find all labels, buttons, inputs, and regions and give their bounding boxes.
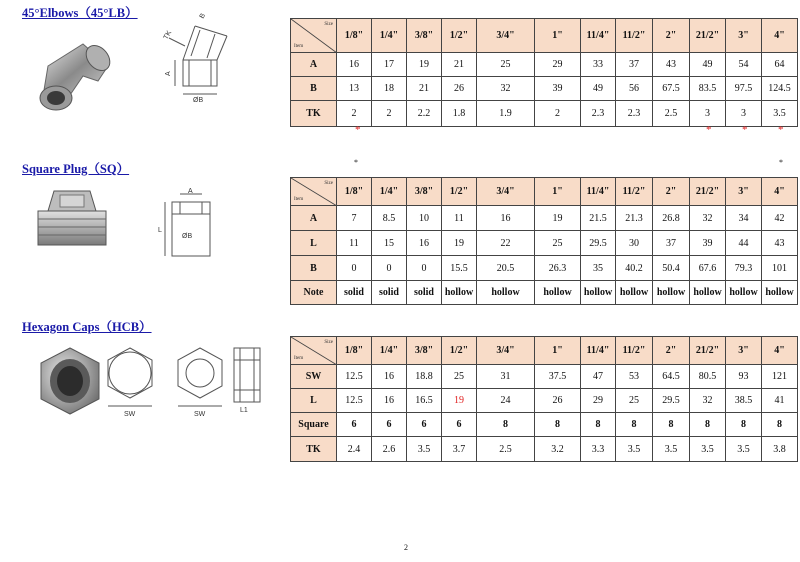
value-cell: 16 bbox=[372, 365, 407, 389]
size-header-cell: 3" bbox=[726, 178, 762, 206]
row-label-cell: L bbox=[291, 231, 337, 256]
value-cell: 44 bbox=[726, 231, 762, 256]
page-number: 2 bbox=[404, 543, 408, 552]
value-cell: 21 bbox=[407, 77, 442, 101]
value-cell: 3.5 bbox=[726, 437, 762, 462]
drawing-label-sw: SW bbox=[124, 411, 136, 418]
value-cell: 32 bbox=[690, 389, 726, 413]
cap-spec-table bbox=[290, 336, 798, 462]
size-header-cell: 1/2" bbox=[442, 178, 477, 206]
size-item-corner bbox=[291, 19, 337, 53]
value-cell: 8 bbox=[726, 413, 762, 437]
value-cell: 67.6 bbox=[690, 256, 726, 281]
value-cell: 25 bbox=[535, 231, 581, 256]
value-cell: 11 bbox=[337, 231, 372, 256]
value-cell: 37 bbox=[653, 231, 690, 256]
value-cell: 121 bbox=[762, 365, 798, 389]
table-row bbox=[291, 281, 798, 305]
red-star-marker: * bbox=[778, 124, 784, 136]
value-cell: 16 bbox=[337, 53, 372, 77]
value-cell: 10 bbox=[407, 206, 442, 231]
plug-photo bbox=[30, 183, 115, 255]
value-cell: 21.5 bbox=[581, 206, 616, 231]
value-cell: solid bbox=[337, 281, 372, 305]
row-label-cell: A bbox=[291, 206, 337, 231]
value-cell: 6 bbox=[442, 413, 477, 437]
value-cell: 29.5 bbox=[653, 389, 690, 413]
value-cell: 97.5 bbox=[726, 77, 762, 101]
value-cell: 41 bbox=[762, 389, 798, 413]
value-cell: 2.4 bbox=[337, 437, 372, 462]
value-cell: 8 bbox=[581, 413, 616, 437]
section-title-cap: Hexagon Caps（HCB） bbox=[22, 320, 152, 334]
value-cell: 64.5 bbox=[653, 365, 690, 389]
drawing-label-phi-b: ØB bbox=[182, 233, 193, 240]
value-cell: 38.5 bbox=[726, 389, 762, 413]
value-cell: 16 bbox=[407, 231, 442, 256]
size-header-cell: 21/2" bbox=[690, 337, 726, 365]
value-cell: 31 bbox=[477, 365, 535, 389]
value-cell: 49 bbox=[690, 53, 726, 77]
value-cell: 2.3 bbox=[581, 101, 616, 127]
value-cell: 101 bbox=[762, 256, 798, 281]
value-cell: 6 bbox=[407, 413, 442, 437]
size-header-cell: 2" bbox=[653, 337, 690, 365]
drawing-label-phi-b: ØB bbox=[193, 97, 204, 104]
value-cell: 56 bbox=[616, 77, 653, 101]
row-label-cell: TK bbox=[291, 101, 337, 127]
size-header-cell: 1/2" bbox=[442, 337, 477, 365]
value-cell: 0 bbox=[337, 256, 372, 281]
value-cell: 1.8 bbox=[442, 101, 477, 127]
header-row bbox=[291, 178, 798, 206]
value-cell: 8 bbox=[616, 413, 653, 437]
size-header-cell: 1/8" bbox=[337, 337, 372, 365]
value-cell: 34 bbox=[726, 206, 762, 231]
value-cell: 8 bbox=[762, 413, 798, 437]
size-header-cell: 1/8" bbox=[337, 19, 372, 53]
size-item-corner bbox=[291, 337, 337, 365]
value-cell: 2.5 bbox=[477, 437, 535, 462]
value-cell: 19 bbox=[442, 231, 477, 256]
size-header-cell: 1/8" bbox=[337, 178, 372, 206]
table-row bbox=[291, 77, 798, 101]
size-header-cell: 3/8" bbox=[407, 178, 442, 206]
elbow-spec-table bbox=[290, 18, 798, 127]
cap-photo bbox=[35, 345, 105, 417]
value-cell: 3 bbox=[726, 101, 762, 127]
value-cell: 3.8 bbox=[762, 437, 798, 462]
size-header-cell: 4" bbox=[762, 337, 798, 365]
drawing-label-a: A bbox=[165, 71, 172, 76]
value-cell: 30 bbox=[616, 231, 653, 256]
value-cell: 67.5 bbox=[653, 77, 690, 101]
value-cell: 3.7 bbox=[442, 437, 477, 462]
value-cell: 8 bbox=[535, 413, 581, 437]
size-header-cell: 1" bbox=[535, 19, 581, 53]
size-header-cell: 11/2" bbox=[616, 178, 653, 206]
value-cell: 29.5 bbox=[581, 231, 616, 256]
value-cell: 8.5 bbox=[372, 206, 407, 231]
table-row bbox=[291, 53, 798, 77]
value-cell: 8 bbox=[477, 413, 535, 437]
value-cell: 17 bbox=[372, 53, 407, 77]
size-corner-label: Size bbox=[324, 340, 333, 345]
value-cell: 2.6 bbox=[372, 437, 407, 462]
size-header-cell: 11/4" bbox=[581, 337, 616, 365]
size-header-cell: 21/2" bbox=[690, 19, 726, 53]
size-header-cell: 2" bbox=[653, 178, 690, 206]
value-cell: 16 bbox=[477, 206, 535, 231]
value-cell: 47 bbox=[581, 365, 616, 389]
value-cell: 7 bbox=[337, 206, 372, 231]
red-star-marker: * bbox=[355, 124, 361, 136]
size-header-cell: 3/4" bbox=[477, 19, 535, 53]
item-corner-label: Item bbox=[294, 197, 304, 202]
drawing-label-sw: SW bbox=[194, 411, 206, 418]
value-cell: 93 bbox=[726, 365, 762, 389]
table-row bbox=[291, 256, 798, 281]
value-cell: 29 bbox=[535, 53, 581, 77]
value-cell: 16 bbox=[372, 389, 407, 413]
table-row bbox=[291, 413, 798, 437]
value-cell: 6 bbox=[337, 413, 372, 437]
value-cell: 16.5 bbox=[407, 389, 442, 413]
value-cell: 26 bbox=[535, 389, 581, 413]
value-cell: 26.3 bbox=[535, 256, 581, 281]
value-cell: 1.9 bbox=[477, 101, 535, 127]
value-cell: 2 bbox=[372, 101, 407, 127]
size-header-cell: 3/8" bbox=[407, 337, 442, 365]
value-cell: 11 bbox=[442, 206, 477, 231]
size-header-cell: 3/4" bbox=[477, 178, 535, 206]
value-cell: 50.4 bbox=[653, 256, 690, 281]
elbow-drawing bbox=[155, 8, 245, 103]
value-cell: 2.5 bbox=[653, 101, 690, 127]
value-cell: 49 bbox=[581, 77, 616, 101]
row-label-cell: B bbox=[291, 77, 337, 101]
size-header-cell: 1/2" bbox=[442, 19, 477, 53]
size-header-cell: 11/4" bbox=[581, 178, 616, 206]
drawing-label-l1: L1 bbox=[240, 407, 248, 414]
value-cell: 6 bbox=[372, 413, 407, 437]
value-cell: 15 bbox=[372, 231, 407, 256]
item-corner-label: Item bbox=[294, 44, 304, 49]
value-cell: 24 bbox=[477, 389, 535, 413]
value-cell: hollow bbox=[726, 281, 762, 305]
row-label-cell: L bbox=[291, 389, 337, 413]
value-cell: 0 bbox=[372, 256, 407, 281]
value-cell: 32 bbox=[477, 77, 535, 101]
size-item-corner bbox=[291, 178, 337, 206]
value-cell: hollow bbox=[535, 281, 581, 305]
value-cell: hollow bbox=[762, 281, 798, 305]
value-cell: 39 bbox=[690, 231, 726, 256]
value-cell: hollow bbox=[653, 281, 690, 305]
value-cell: 3.5 bbox=[762, 101, 798, 127]
red-star-marker: * bbox=[706, 124, 712, 136]
value-cell: hollow bbox=[442, 281, 477, 305]
value-cell: 22 bbox=[477, 231, 535, 256]
table-row bbox=[291, 101, 798, 127]
drawing-label-l: L bbox=[158, 227, 162, 234]
value-cell: 39 bbox=[535, 77, 581, 101]
size-header-cell: 11/2" bbox=[616, 337, 653, 365]
item-corner-label: Item bbox=[294, 356, 304, 361]
drawing-label-a: A bbox=[188, 188, 193, 195]
value-cell: 3.5 bbox=[407, 437, 442, 462]
size-header-cell: 21/2" bbox=[690, 178, 726, 206]
value-cell: 19 bbox=[535, 206, 581, 231]
size-corner-label: Size bbox=[324, 181, 333, 186]
value-cell: 19 bbox=[407, 53, 442, 77]
value-cell: 25 bbox=[477, 53, 535, 77]
value-cell: 54 bbox=[726, 53, 762, 77]
table-row bbox=[291, 389, 798, 413]
value-cell: 15.5 bbox=[442, 256, 477, 281]
value-cell: 20.5 bbox=[477, 256, 535, 281]
table-row bbox=[291, 437, 798, 462]
row-label-cell: Square bbox=[291, 413, 337, 437]
size-corner-label: Size bbox=[324, 22, 333, 27]
value-cell: 3.5 bbox=[616, 437, 653, 462]
value-cell: hollow bbox=[616, 281, 653, 305]
size-header-cell: 2" bbox=[653, 19, 690, 53]
size-header-cell: 1/4" bbox=[372, 19, 407, 53]
value-cell: 2.3 bbox=[616, 101, 653, 127]
size-header-cell: 4" bbox=[762, 19, 798, 53]
value-cell: 3.3 bbox=[581, 437, 616, 462]
value-cell: 40.2 bbox=[616, 256, 653, 281]
drawing-label-b: B bbox=[198, 12, 208, 20]
value-cell: 12.5 bbox=[337, 365, 372, 389]
value-cell: 25 bbox=[616, 389, 653, 413]
size-header-cell: 3/8" bbox=[407, 19, 442, 53]
size-header-cell: 1" bbox=[535, 337, 581, 365]
value-cell: 43 bbox=[653, 53, 690, 77]
size-header-cell: 3" bbox=[726, 337, 762, 365]
value-cell: 18.8 bbox=[407, 365, 442, 389]
value-cell: 64 bbox=[762, 53, 798, 77]
value-cell: 3.5 bbox=[653, 437, 690, 462]
value-cell: 43 bbox=[762, 231, 798, 256]
value-cell: solid bbox=[372, 281, 407, 305]
table-row bbox=[291, 206, 798, 231]
table-row bbox=[291, 365, 798, 389]
value-cell: 53 bbox=[616, 365, 653, 389]
value-cell: hollow bbox=[690, 281, 726, 305]
value-cell: 26 bbox=[442, 77, 477, 101]
value-cell: 2.2 bbox=[407, 101, 442, 127]
value-cell: 8 bbox=[690, 413, 726, 437]
size-header-cell: 3/4" bbox=[477, 337, 535, 365]
value-cell: 13 bbox=[337, 77, 372, 101]
size-header-cell: 11/2" bbox=[616, 19, 653, 53]
value-cell: 8 bbox=[653, 413, 690, 437]
section-title-elbow: 45°Elbows（45°LB） bbox=[22, 6, 138, 20]
value-cell: 19 bbox=[442, 389, 477, 413]
value-cell: 42 bbox=[762, 206, 798, 231]
value-cell: 80.5 bbox=[690, 365, 726, 389]
value-cell: 21 bbox=[442, 53, 477, 77]
value-cell: 21.3 bbox=[616, 206, 653, 231]
value-cell: 29 bbox=[581, 389, 616, 413]
value-cell: 2 bbox=[337, 101, 372, 127]
row-label-cell: TK bbox=[291, 437, 337, 462]
row-label-cell: Note bbox=[291, 281, 337, 305]
value-cell: 3.2 bbox=[535, 437, 581, 462]
value-cell: 0 bbox=[407, 256, 442, 281]
value-cell: solid bbox=[407, 281, 442, 305]
cap-drawing bbox=[100, 340, 270, 420]
value-cell: 2 bbox=[535, 101, 581, 127]
value-cell: hollow bbox=[581, 281, 616, 305]
value-cell: 37.5 bbox=[535, 365, 581, 389]
size-header-cell: 1/4" bbox=[372, 178, 407, 206]
red-star-marker: * bbox=[742, 124, 748, 136]
size-header-cell: 1/4" bbox=[372, 337, 407, 365]
row-label-cell: A bbox=[291, 53, 337, 77]
plug-spec-table bbox=[290, 177, 798, 305]
row-label-cell: B bbox=[291, 256, 337, 281]
value-cell: 18 bbox=[372, 77, 407, 101]
black-star-marker: * bbox=[779, 158, 783, 167]
size-header-cell: 11/4" bbox=[581, 19, 616, 53]
value-cell: 35 bbox=[581, 256, 616, 281]
value-cell: 3.5 bbox=[690, 437, 726, 462]
value-cell: 32 bbox=[690, 206, 726, 231]
value-cell: 79.3 bbox=[726, 256, 762, 281]
size-header-cell: 3" bbox=[726, 19, 762, 53]
value-cell: 124.5 bbox=[762, 77, 798, 101]
elbow-photo bbox=[28, 36, 118, 114]
section-title-plug: Square Plug（SQ） bbox=[22, 162, 130, 176]
drawing-label-tk: TK bbox=[162, 29, 174, 41]
value-cell: hollow bbox=[477, 281, 535, 305]
header-row bbox=[291, 337, 798, 365]
table-row bbox=[291, 231, 798, 256]
value-cell: 25 bbox=[442, 365, 477, 389]
row-label-cell: SW bbox=[291, 365, 337, 389]
plug-drawing bbox=[160, 188, 225, 263]
size-header-cell: 1" bbox=[535, 178, 581, 206]
header-row bbox=[291, 19, 798, 53]
black-star-marker: * bbox=[354, 158, 358, 167]
size-header-cell: 4" bbox=[762, 178, 798, 206]
value-cell: 33 bbox=[581, 53, 616, 77]
value-cell: 12.5 bbox=[337, 389, 372, 413]
value-cell: 37 bbox=[616, 53, 653, 77]
value-cell: 3 bbox=[690, 101, 726, 127]
value-cell: 83.5 bbox=[690, 77, 726, 101]
value-cell: 26.8 bbox=[653, 206, 690, 231]
